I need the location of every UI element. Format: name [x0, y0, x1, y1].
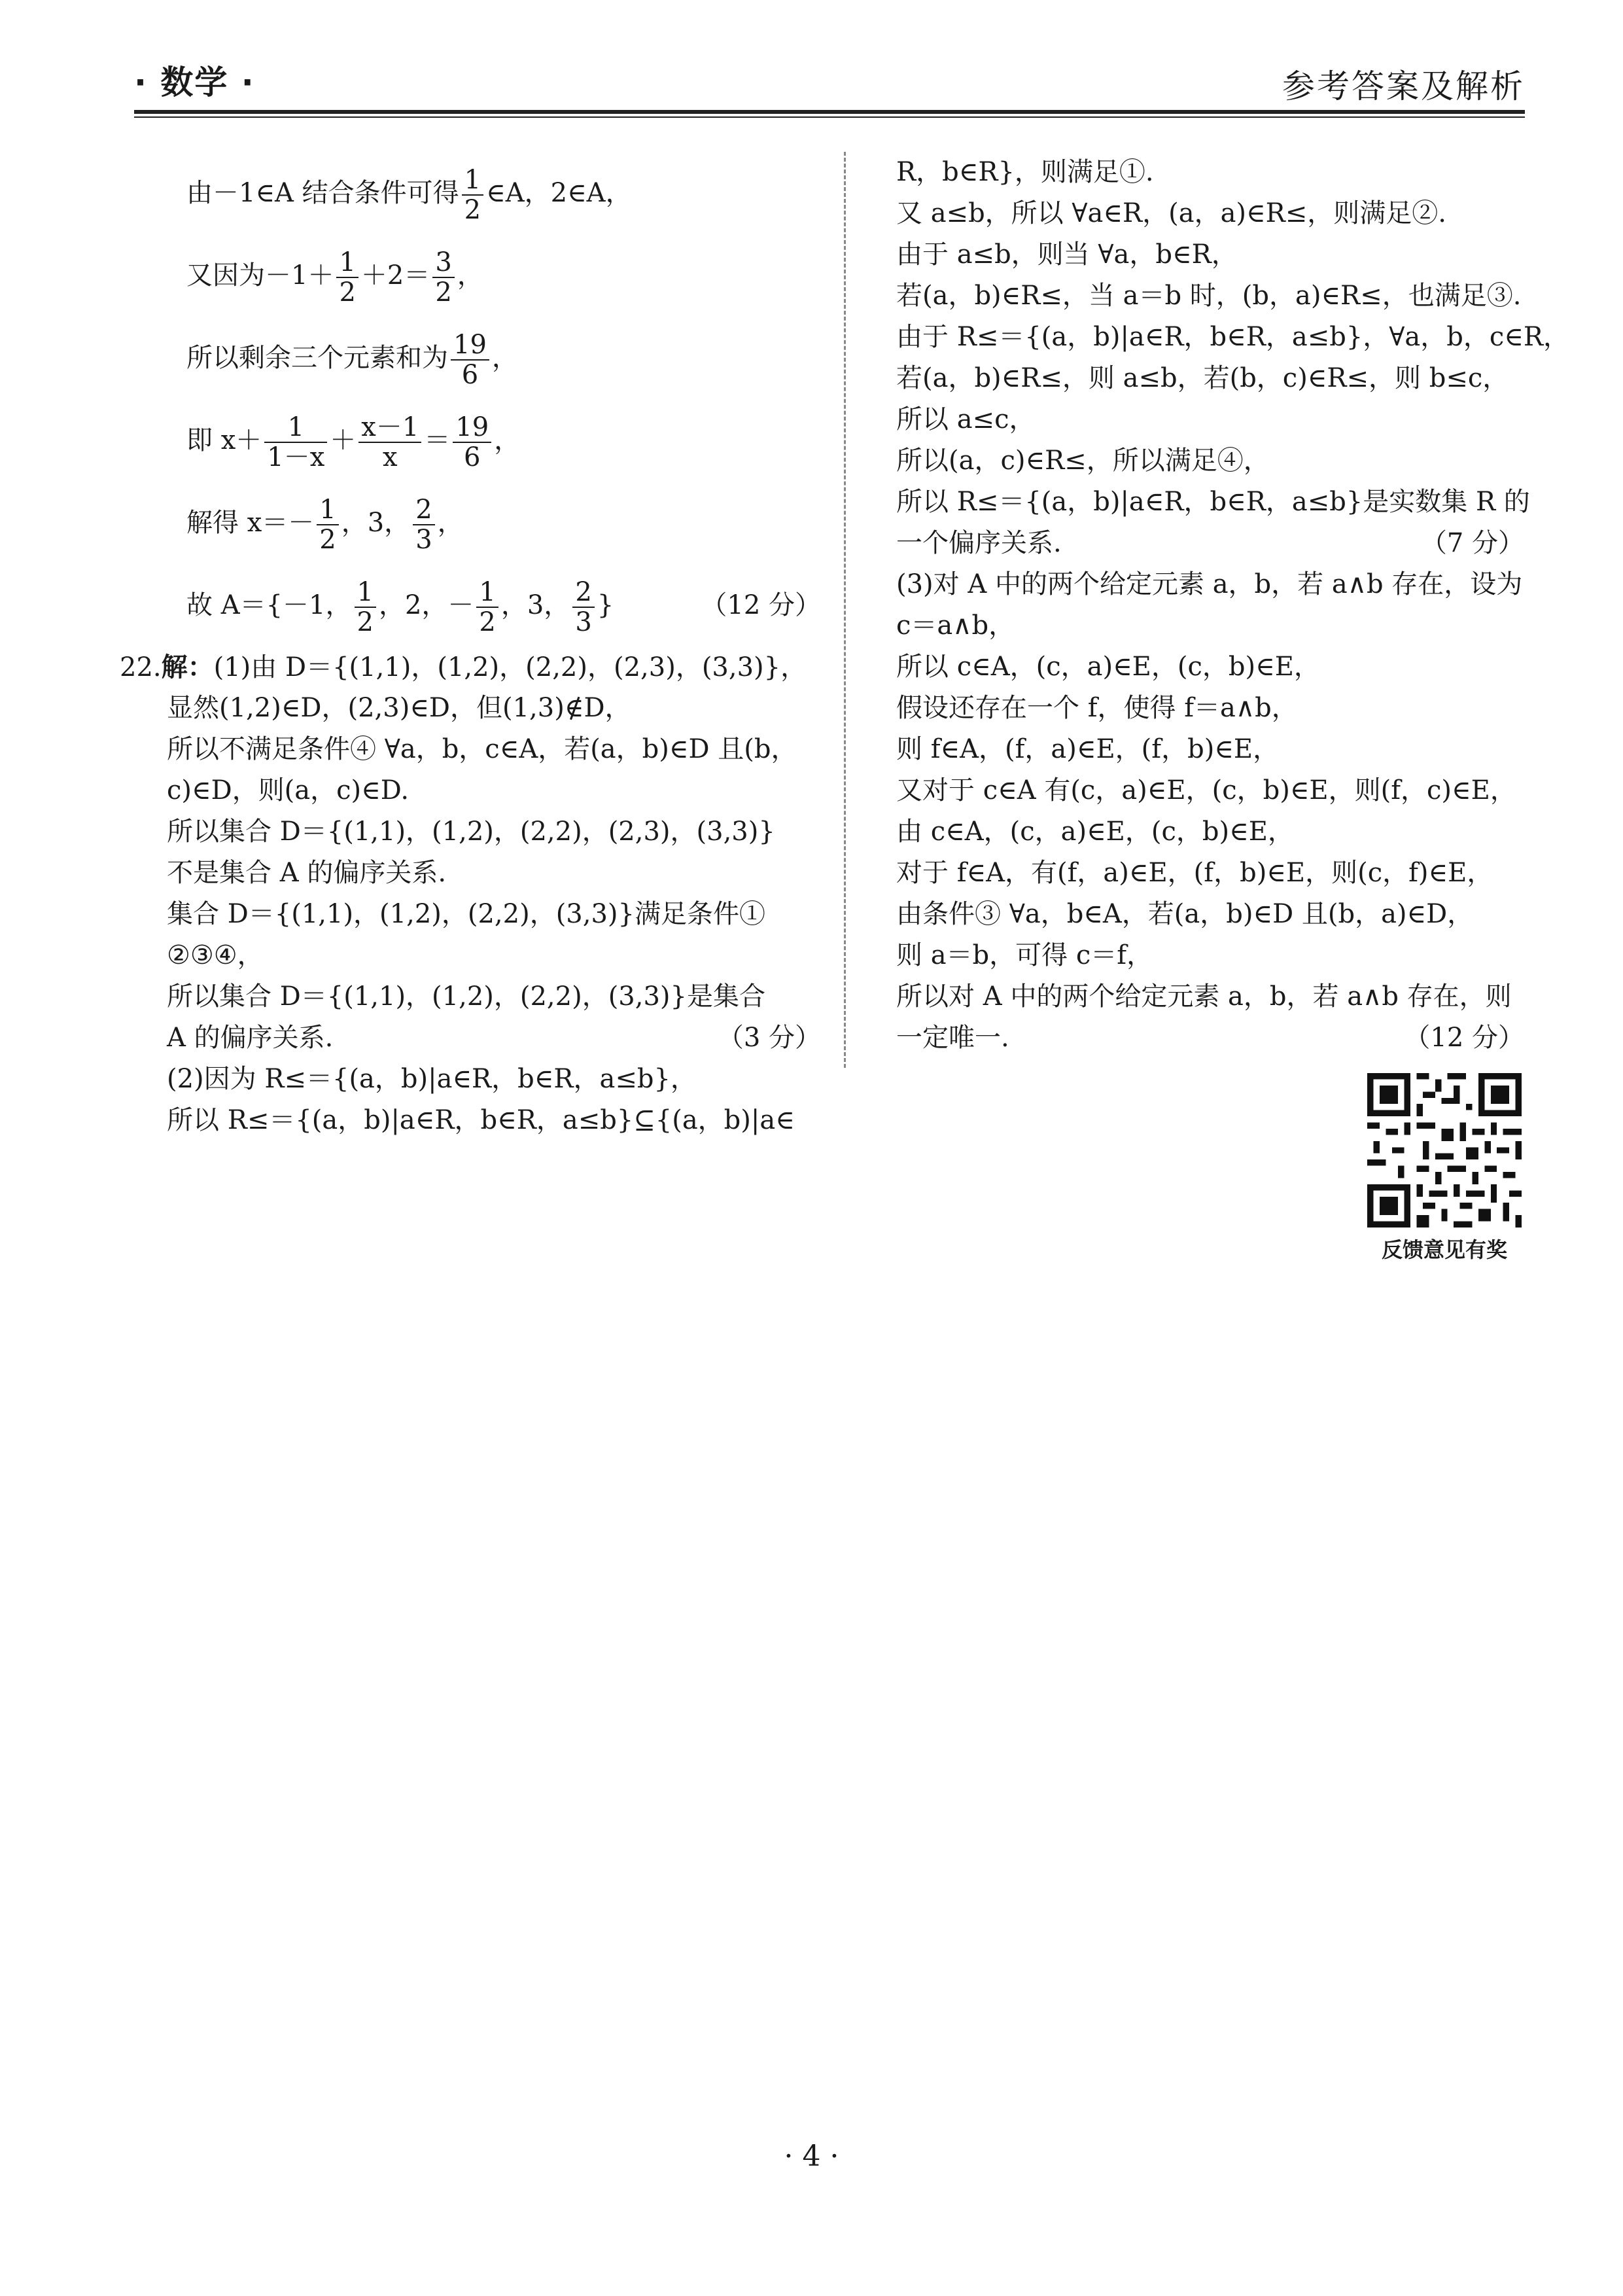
- solution-line: 若(a，b)∈R≤，则 a≤b，若(b，c)∈R≤，则 b≤c，: [896, 363, 1509, 393]
- solution-line: 由于 R≤＝{(a，b)|a∈R，b∈R，a≤b}，∀a，b，c∈R，: [896, 322, 1569, 352]
- solution-line: 故 A＝{－1， $\frac{1}{2}$ ，2，－ $\frac{1}{2}$ ，3， $\frac{2}{3}$ } （12 分）: [167, 564, 821, 646]
- solution-line: (3)对 A 中的两个给定元素 a，b，若 a∧b 存在，设为: [896, 569, 1523, 599]
- solution-line: 由 c∈A，(c，a)∈E，(c，b)∈E，: [896, 817, 1294, 847]
- solution-line: 则 f∈A，(f，a)∈E，(f，b)∈E，: [896, 734, 1280, 764]
- header-section-title: 参考答案及解析: [1282, 67, 1525, 105]
- left-column: [120, 152, 821, 1141]
- solution-line: 又因为－1＋ $\frac{1}{2}$ ＋2＝ $\frac{3}{2}$ ，: [186, 247, 483, 308]
- solution-line: 假设还存在一个 f，使得 f＝a∧b，: [896, 693, 1298, 723]
- solution-line: 一定唯一. （12 分）: [896, 1017, 1524, 1059]
- solution-line: c)∈D，则(a，c)∈D.: [167, 775, 410, 805]
- qr-caption: 反馈意见有奖: [1381, 1237, 1507, 1262]
- score-label: （3 分）: [717, 1023, 821, 1053]
- solution-line: 所以 a≤c，: [896, 404, 1036, 434]
- solution-line: 对于 f∈A，有(f，a)∈E，(f，b)∈E，则(c，f)∈E，: [896, 858, 1493, 888]
- qr-code[interactable]: [1367, 1073, 1522, 1227]
- solution-line: (2)因为 R≤＝{(a，b)|a∈R，b∈R，a≤b}，: [167, 1064, 697, 1094]
- right-column: [896, 152, 1569, 1059]
- solution-line: 由－1∈A 结合条件可得 $\frac{1}{2}$ ∈A，2∈A，: [186, 165, 632, 225]
- solution-line: 又 a≤b，所以 ∀a∈R，(a，a)∈R≤，则满足②.: [896, 198, 1446, 228]
- solution-line: 所以集合 D＝{(1,1)，(1,2)，(2,2)，(3,3)}是集合: [167, 981, 765, 1012]
- question-number: 22.: [120, 652, 162, 682]
- page-number: · 4 ·: [784, 2140, 839, 2173]
- solution-line: 所以对 A 中的两个给定元素 a，b，若 a∧b 存在，则: [896, 981, 1512, 1012]
- solution-line: 所以剩余三个元素和为 $\frac{19}{6}$ ，: [186, 330, 518, 390]
- question-22-start: 22.解：(1)由 D＝{(1,1)，(1,2)，(2,2)，(2,3)，(3,3)}，: [120, 652, 807, 682]
- solution-line: 所以 c∈A，(c，a)∈E，(c，b)∈E，: [896, 652, 1320, 682]
- solution-line: ②③④，: [167, 940, 264, 970]
- solution-marker: 解：: [161, 652, 214, 682]
- solution-line: 一个偏序关系. （7 分）: [896, 523, 1524, 564]
- solution-line: 所以 R≤＝{(a，b)|a∈R，b∈R，a≤b}⊆{(a，b)|a∈: [167, 1105, 795, 1135]
- solution-line: 又对于 c∈A 有(c，a)∈E，(c，b)∈E，则(f，c)∈E，: [896, 775, 1516, 805]
- solution-line: R，b∈R}，则满足①.: [896, 157, 1154, 187]
- solution-line: 由条件③ ∀a，b∈A，若(a，b)∈D 且(b，a)∈D，: [896, 899, 1474, 929]
- fraction: $\frac{1}{2}$: [462, 166, 483, 224]
- solution-line: 显然(1,2)∈D，(2,3)∈D，但(1,3)∉D，: [167, 693, 631, 723]
- solution-line: 由于 a≤b，则当 ∀a，b∈R，: [896, 239, 1238, 270]
- solution-line: A 的偏序关系. （3 分）: [167, 1017, 821, 1059]
- score-label: （12 分）: [701, 590, 821, 620]
- column-divider: [844, 152, 846, 1068]
- header-subject: · 数学 ·: [134, 63, 255, 101]
- solution-line: 若(a，b)∈R≤，当 a＝b 时，(b，a)∈R≤，也满足③.: [896, 281, 1522, 311]
- solution-line: 集合 D＝{(1,1)，(1,2)，(2,2)，(3,3)}满足条件①: [167, 899, 765, 929]
- solution-line: 则 a＝b，可得 c＝f，: [896, 940, 1153, 970]
- solution-line: 不是集合 A 的偏序关系.: [167, 858, 447, 888]
- solution-line: 所以集合 D＝{(1,1)，(1,2)，(2,2)，(2,3)，(3,3)}: [167, 817, 775, 847]
- solution-line: 所以 R≤＝{(a，b)|a∈R，b∈R，a≤b}是实数集 R 的: [896, 487, 1530, 517]
- solution-line: 所以不满足条件④ ∀a，b，c∈A，若(a，b)∈D 且(b，: [167, 734, 797, 764]
- solution-line: 即 x＋ $\frac{1}{1-x}$ ＋ $\frac{x-1}{x}$ ＝ $\frac{19}{6}$ ，: [186, 412, 521, 472]
- score-label: （7 分）: [1420, 528, 1524, 558]
- score-label: （12 分）: [1404, 1023, 1524, 1053]
- header-rule-thin: [134, 116, 1525, 118]
- header-rule-thick: [134, 110, 1525, 114]
- solution-line: c＝a∧b，: [896, 610, 1015, 641]
- solution-line: 解得 x＝－ $\frac{1}{2}$ ，3， $\frac{2}{3}$ ，: [186, 495, 464, 555]
- solution-line: 所以(a，c)∈R≤，所以满足④，: [896, 446, 1270, 476]
